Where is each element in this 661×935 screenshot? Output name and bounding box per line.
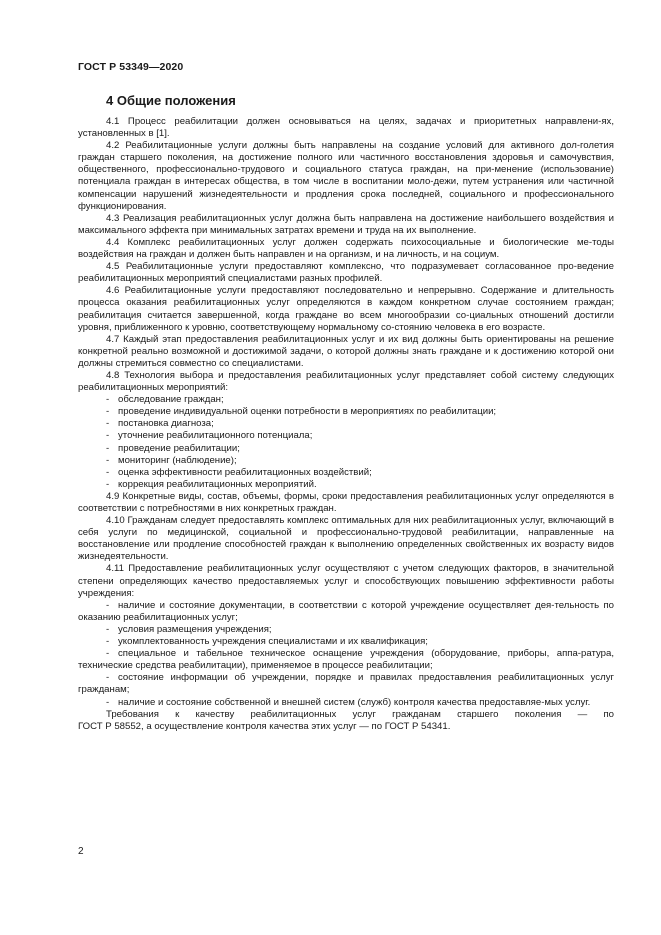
list-item: - коррекция реабилитационных мероприятий. — [106, 478, 317, 490]
list-item: - оценка эффективности реабилитационных воздействий; — [106, 466, 372, 478]
requirements-line-2: ГОСТ Р 58552, а осуществление контроля качества этих услуг — по ГОСТ Р 54341. — [78, 720, 451, 732]
list-item: - проведение индивидуальной оценки потребности в мероприятиях по реабилитации; — [106, 406, 497, 418]
list-item: - условия размещения учреждения; — [106, 623, 272, 635]
list-dash: - — [106, 430, 110, 442]
list-dash: - — [106, 406, 110, 418]
list-item: - уточнение реабилитационного потенциала; — [106, 430, 313, 442]
paragraph-4-11: 4.11 Предоставление реабилитационных услуг осуществляют с учетом следующих факторов, в значительной степени определяющих качество предоставляемых услуг и способствующих повышению эффективности работы учреждения: — [78, 563, 614, 599]
list-dash: - — [106, 454, 110, 466]
list-dash: - — [106, 394, 110, 406]
paragraph-4-10: 4.10 Гражданам следует предоставлять комплекс оптимальных для них реабилитационных услуг, включающий в себя услуги по медицинской, социальной и профессионально-трудовой реабилитации, направленные на восстановление или продление способностей граждан к выполнению определенных свойственных их возрасту видов жизнедеятельности. — [78, 515, 614, 563]
list-dash: - — [106, 418, 110, 430]
paragraph-4-2: 4.2 Реабилитационные услуги должны быть направлены на создание условий для активного дол-голетия граждан старшего поколения, на достижение полного или частичного восстановления здоровья и самочувствия, общественного, профессионально-трудового и социального статуса граждан, на при-менение (использование) потенциала граждан в интересах общества, в том числе в воспитании моло-дежи, путем устранения или частичной компенсации нарушений жизнедеятельности и продления срока последней, социального и профессионального функционирования. — [78, 140, 614, 212]
paragraph-4-4: 4.4 Комплекс реабилитационных услуг должен содержать психосоциальные и биологические ме-тоды воздействия на граждан и должен быть направлен и на организм, и на личность, и на социум. — [78, 236, 614, 261]
list-item: - проведение реабилитации; — [106, 442, 240, 454]
requirements-line-1: Требования к качеству реабилитационных услуг гражданам старшего поколения — по — [106, 708, 614, 720]
list-dash: - — [106, 623, 110, 635]
list-dash: - — [106, 466, 110, 478]
list-dash: - — [106, 478, 110, 490]
paragraph-4-3: 4.3 Реализация реабилитационных услуг должна быть направлена на достижение наибольшего воздействия и максимального эффекта при минимальных затратах времени и труда на их выполнение. — [78, 212, 614, 236]
list-item: - наличие и состояние документации, в соответствии с которой учреждение осуществляет дея-тельность по оказанию реабилитационных услуг; — [78, 599, 614, 623]
list-dash: - — [106, 636, 110, 648]
list-item: - обследование граждан; — [106, 394, 224, 406]
list-dash: - — [106, 599, 110, 611]
list-item: - специальное и табельное техническое оснащение учреждения (оборудование, приборы, аппа-ратура, технические средства реабилитации), применяемое в процессе реабилитации; — [78, 648, 614, 672]
page-number: 2 — [78, 846, 84, 857]
list-dash: - — [106, 696, 110, 708]
paragraph-4-9: 4.9 Конкретные виды, состав, объемы, формы, сроки предоставления реабилитационных услуг определяются в соответствии с потребностями в них конкретных граждан. — [78, 490, 614, 514]
paragraph-4-6: 4.6 Реабилитационные услуги предоставляют последовательно и непрерывно. Содержание и длительность процесса оказания реабилитационных услуг определяются в каждом конкретном случае состоянием граждан; реабилитация считается завершенной, когда граждане во всем многообразии со-циальных отношений достигли уровня, приближенного к уровню, соответствующему нормальному со-стоянию человека в его возрасте. — [78, 285, 614, 333]
list-dash: - — [106, 672, 110, 684]
section-title: 4 Общие положения — [106, 93, 236, 108]
list-4-8 — [78, 394, 614, 491]
list-dash: - — [106, 648, 110, 660]
paragraph-4-1: 4.1 Процесс реабилитации должен основываться на целях, задачах и приоритетных направлени-ях, установленных в [1]. — [78, 116, 614, 140]
list-4-11 — [78, 600, 614, 709]
list-item: - состояние информации об учреждении, порядке и правилах предоставления реабилитационных услуг гражданам; — [78, 672, 614, 696]
section-body — [78, 116, 614, 733]
paragraph-4-5: 4.5 Реабилитационные услуги предоставляют комплексно, что подразумевает согласованное про-ведение реабилитационных мероприятий специалистами разных профилей. — [78, 261, 614, 285]
list-dash: - — [106, 442, 110, 454]
paragraph-4-7: 4.7 Каждый этап предоставления реабилитационных услуг и их вид должны быть ориентированы на решение конкретной реально возможной и достижимой задачи, о которой должны знать граждане и к достижению которой они должны стремиться совместно со специалистами. — [78, 333, 614, 369]
document-header: ГОСТ Р 53349—2020 — [78, 61, 184, 73]
list-item: - наличие и состояние собственной и внешней систем (служб) контроля качества предоставляе-мых услуг. — [106, 696, 591, 708]
list-item: - постановка диагноза; — [106, 418, 214, 430]
list-item: - мониторинг (наблюдение); — [106, 454, 237, 466]
paragraph-4-8: 4.8 Технология выбора и предоставления реабилитационных услуг представляет собой систему следующих реабилитационных мероприятий: — [78, 369, 614, 394]
list-item: - укомплектованность учреждения специалистами и их квалификация; — [106, 636, 428, 648]
